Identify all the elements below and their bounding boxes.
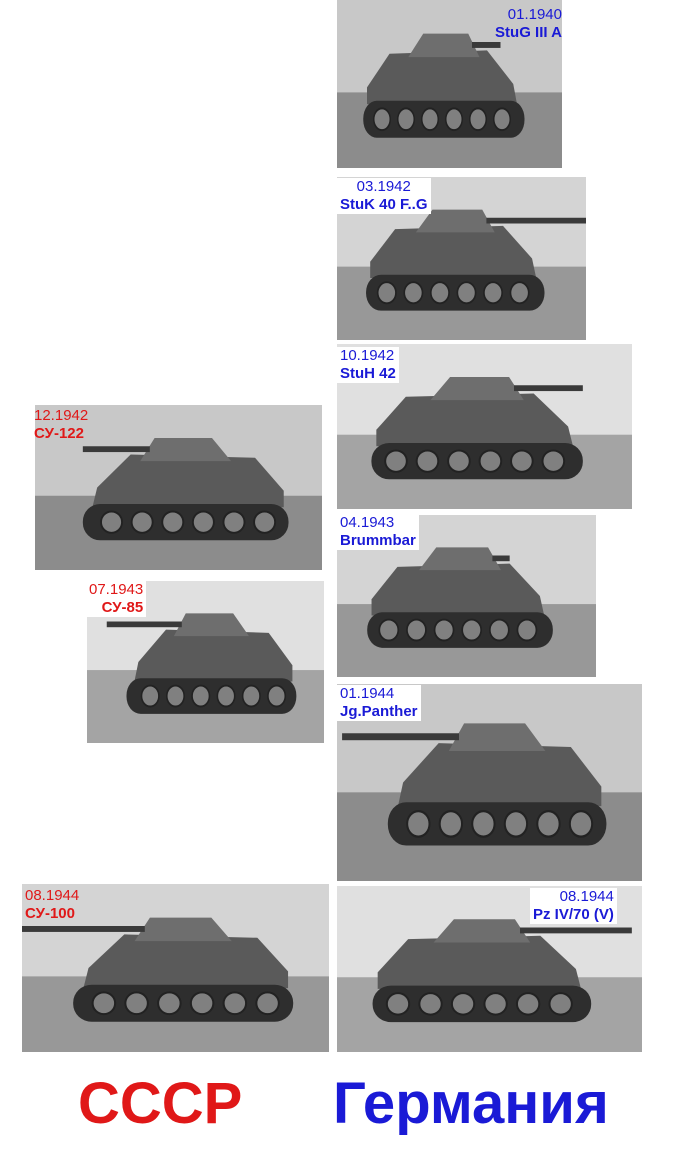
caption-name: СУ-85: [101, 599, 144, 616]
caption-name: StuG III A: [495, 24, 562, 41]
caption-name: Jg.Panther: [340, 703, 418, 720]
caption-name: StuH 42: [340, 365, 396, 382]
caption-name: Brummbar: [340, 532, 416, 549]
caption-pz4-70: [530, 888, 617, 924]
footer-germany-label: Германия: [333, 1071, 609, 1136]
caption-stuh42: [337, 347, 399, 383]
caption-brummbar: [337, 514, 419, 550]
caption-date: 01.1940: [507, 6, 562, 23]
caption-date: 04.1943: [340, 514, 395, 531]
footer-ussr-label: СССР: [78, 1071, 243, 1136]
caption-name: СУ-100: [25, 905, 75, 922]
caption-name: СУ-122: [34, 425, 84, 442]
caption-date: 01.1944: [340, 685, 395, 702]
caption-stuk40: [337, 178, 431, 214]
caption-date: 08.1944: [559, 888, 614, 905]
caption-date: 12.1942: [34, 407, 89, 424]
caption-su100: [25, 887, 79, 923]
caption-date: 10.1942: [340, 347, 395, 364]
caption-su122: [34, 407, 88, 443]
caption-stug3a: [470, 6, 562, 42]
caption-su85: [86, 581, 146, 617]
caption-jgpanther: [337, 685, 421, 721]
caption-date: 08.1944: [25, 887, 80, 904]
caption-date: 07.1943: [89, 581, 144, 598]
caption-name: Pz IV/70 (V): [533, 906, 614, 923]
caption-date: 03.1942: [356, 178, 411, 195]
caption-name: StuK 40 F..G: [340, 196, 428, 213]
